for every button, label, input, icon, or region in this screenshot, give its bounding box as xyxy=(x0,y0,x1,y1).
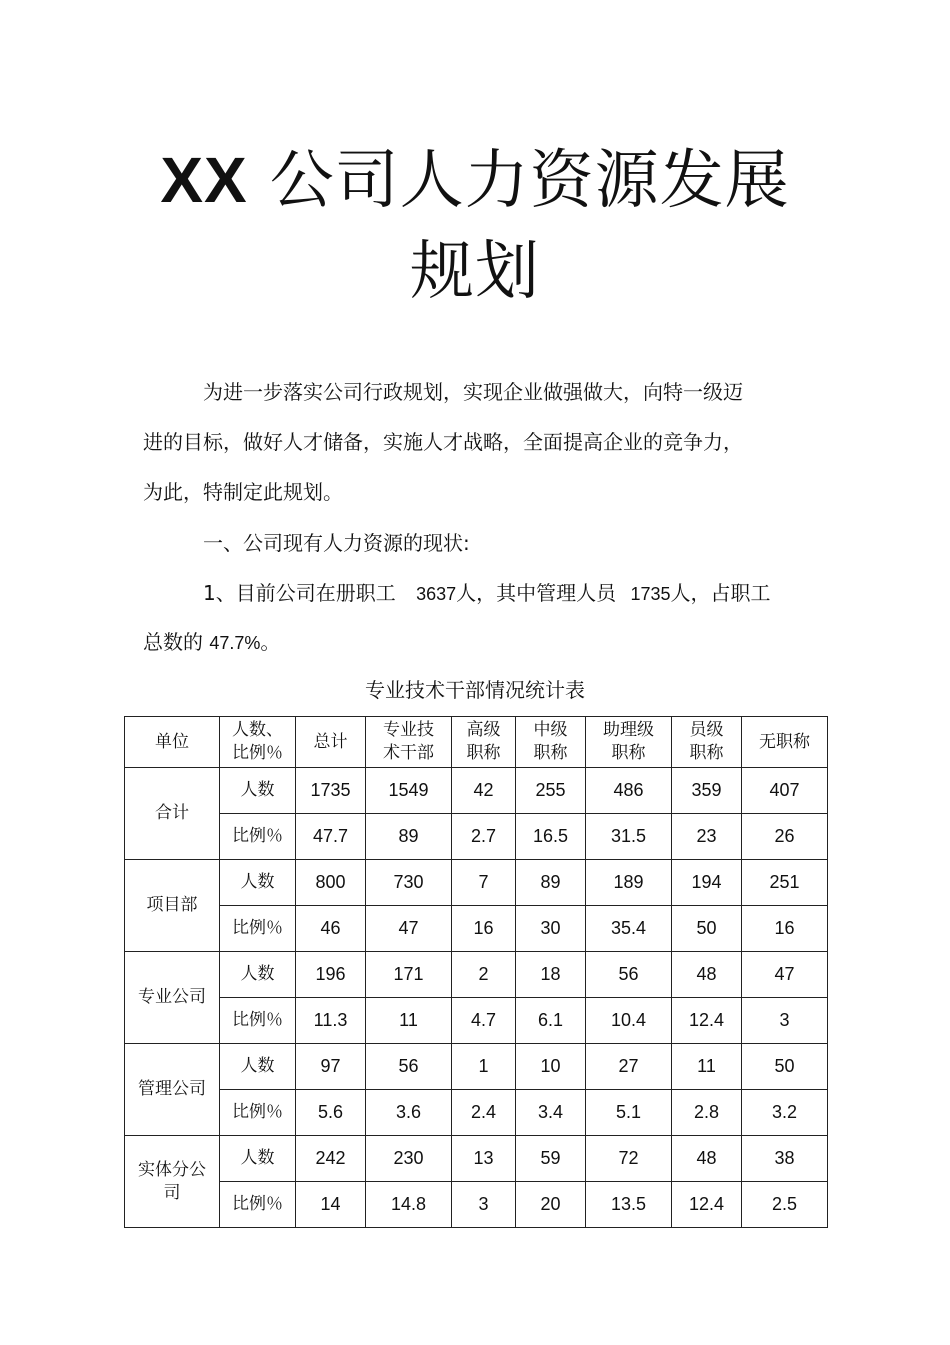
count-label-cell: 人数 xyxy=(220,860,296,906)
count-value-cell: 730 xyxy=(366,860,452,906)
ratio-value-cell: 11.3 xyxy=(296,998,366,1044)
ratio-value-cell: 4.7 xyxy=(452,998,516,1044)
ratio-value-cell: 16.5 xyxy=(516,814,586,860)
ratio-value-cell: 10.4 xyxy=(586,998,672,1044)
table-row xyxy=(125,952,828,998)
count-value-cell: 89 xyxy=(516,860,586,906)
header-mid-title: 中级 职称 xyxy=(516,717,586,768)
management-ratio: 47.7% xyxy=(209,633,261,653)
item-1-text-b: 人，其中管理人员 xyxy=(456,581,617,605)
ratio-value-cell: 30 xyxy=(516,906,586,952)
count-value-cell: 59 xyxy=(516,1136,586,1182)
header-tech-staff: 专业技 术干部 xyxy=(366,717,452,768)
count-label-cell: 人数 xyxy=(220,768,296,814)
intro-line-1: 为进一步落实公司行政规划，实现企业做强做大，向特一级迈 xyxy=(203,380,743,404)
count-value-cell: 50 xyxy=(742,1044,828,1090)
header-senior-title: 高级 职称 xyxy=(452,717,516,768)
table-header-row xyxy=(125,717,828,768)
header-total: 总计 xyxy=(296,717,366,768)
count-value-cell: 97 xyxy=(296,1044,366,1090)
count-value-cell: 56 xyxy=(366,1044,452,1090)
count-value-cell: 251 xyxy=(742,860,828,906)
count-value-cell: 10 xyxy=(516,1044,586,1090)
ratio-label-cell: 比例％ xyxy=(220,1182,296,1228)
count-value-cell: 1549 xyxy=(366,768,452,814)
document-title-line2: 规划 xyxy=(410,235,540,309)
count-value-cell: 38 xyxy=(742,1136,828,1182)
ratio-value-cell: 31.5 xyxy=(586,814,672,860)
ratio-value-cell: 26 xyxy=(742,814,828,860)
count-label-cell: 人数 xyxy=(220,1136,296,1182)
ratio-label-cell: 比例％ xyxy=(220,906,296,952)
item-1-text-d: 总数的 xyxy=(143,630,203,654)
header-staff-title: 员级 职称 xyxy=(672,717,742,768)
title-prefix: XX xyxy=(160,144,248,216)
count-value-cell: 171 xyxy=(366,952,452,998)
ratio-value-cell: 16 xyxy=(742,906,828,952)
header-no-title: 无职称 xyxy=(742,717,828,768)
table-row xyxy=(125,860,828,906)
ratio-value-cell: 11 xyxy=(366,998,452,1044)
header-metric: 人数、 比例％ xyxy=(220,717,296,768)
title-text-line1: 公司人力资源发展 xyxy=(269,144,790,218)
ratio-label-cell: 比例％ xyxy=(220,814,296,860)
table-row xyxy=(125,1044,828,1090)
table-row xyxy=(125,1090,828,1136)
unit-cell: 项目部 xyxy=(125,860,220,952)
item-1-line-2 xyxy=(143,632,280,652)
table-row xyxy=(125,998,828,1044)
management-staff-count: 1735 xyxy=(630,584,671,604)
ratio-value-cell: 47 xyxy=(366,906,452,952)
count-value-cell: 486 xyxy=(586,768,672,814)
table-caption: 专业技术干部情况统计表 xyxy=(365,678,585,702)
count-value-cell: 359 xyxy=(672,768,742,814)
table-row xyxy=(125,1136,828,1182)
ratio-value-cell: 3.6 xyxy=(366,1090,452,1136)
ratio-value-cell: 14 xyxy=(296,1182,366,1228)
item-1-line-1 xyxy=(203,583,771,603)
ratio-value-cell: 12.4 xyxy=(672,998,742,1044)
ratio-value-cell: 3 xyxy=(452,1182,516,1228)
ratio-value-cell: 46 xyxy=(296,906,366,952)
count-value-cell: 47 xyxy=(742,952,828,998)
header-assistant-title: 助理级 职称 xyxy=(586,717,672,768)
ratio-value-cell: 89 xyxy=(366,814,452,860)
unit-cell: 合计 xyxy=(125,768,220,860)
ratio-value-cell: 3.2 xyxy=(742,1090,828,1136)
table-row xyxy=(125,1182,828,1228)
count-value-cell: 27 xyxy=(586,1044,672,1090)
count-value-cell: 196 xyxy=(296,952,366,998)
item-1-text-e: 。 xyxy=(260,630,281,654)
ratio-value-cell: 20 xyxy=(516,1182,586,1228)
total-staff-count: 3637 xyxy=(416,584,457,604)
table-row xyxy=(125,906,828,952)
ratio-value-cell: 2.7 xyxy=(452,814,516,860)
count-value-cell: 800 xyxy=(296,860,366,906)
ratio-label-cell: 比例％ xyxy=(220,998,296,1044)
unit-cell: 专业公司 xyxy=(125,952,220,1044)
ratio-value-cell: 50 xyxy=(672,906,742,952)
ratio-value-cell: 5.6 xyxy=(296,1090,366,1136)
header-unit: 单位 xyxy=(125,717,220,768)
count-value-cell: 194 xyxy=(672,860,742,906)
intro-line-2: 进的目标，做好人才储备，实施人才战略，全面提高企业的竞争力， xyxy=(143,430,743,454)
ratio-label-cell: 比例％ xyxy=(220,1090,296,1136)
count-value-cell: 189 xyxy=(586,860,672,906)
item-1-text-c: 人，占职工 xyxy=(670,581,771,605)
ratio-value-cell: 3 xyxy=(742,998,828,1044)
ratio-value-cell: 47.7 xyxy=(296,814,366,860)
count-value-cell: 48 xyxy=(672,1136,742,1182)
count-value-cell: 230 xyxy=(366,1136,452,1182)
count-value-cell: 242 xyxy=(296,1136,366,1182)
table-row xyxy=(125,814,828,860)
table-row xyxy=(125,768,828,814)
ratio-value-cell: 23 xyxy=(672,814,742,860)
count-value-cell: 255 xyxy=(516,768,586,814)
count-value-cell: 7 xyxy=(452,860,516,906)
ratio-value-cell: 5.1 xyxy=(586,1090,672,1136)
section-1-heading: 一、公司现有人力资源的现状: xyxy=(203,531,470,555)
ratio-value-cell: 16 xyxy=(452,906,516,952)
count-value-cell: 13 xyxy=(452,1136,516,1182)
document-title-line1 xyxy=(0,144,950,218)
ratio-value-cell: 3.4 xyxy=(516,1090,586,1136)
count-value-cell: 48 xyxy=(672,952,742,998)
count-value-cell: 1 xyxy=(452,1044,516,1090)
ratio-value-cell: 13.5 xyxy=(586,1182,672,1228)
count-value-cell: 42 xyxy=(452,768,516,814)
ratio-value-cell: 2.8 xyxy=(672,1090,742,1136)
count-value-cell: 1735 xyxy=(296,768,366,814)
ratio-value-cell: 6.1 xyxy=(516,998,586,1044)
ratio-value-cell: 14.8 xyxy=(366,1182,452,1228)
count-value-cell: 2 xyxy=(452,952,516,998)
count-label-cell: 人数 xyxy=(220,1044,296,1090)
ratio-value-cell: 12.4 xyxy=(672,1182,742,1228)
count-value-cell: 11 xyxy=(672,1044,742,1090)
count-value-cell: 72 xyxy=(586,1136,672,1182)
staff-statistics-table xyxy=(124,716,828,1228)
unit-cell: 管理公司 xyxy=(125,1044,220,1136)
count-label-cell: 人数 xyxy=(220,952,296,998)
ratio-value-cell: 2.4 xyxy=(452,1090,516,1136)
ratio-value-cell: 35.4 xyxy=(586,906,672,952)
item-1-text-a: 1、目前公司在册职工 xyxy=(203,581,396,605)
count-value-cell: 56 xyxy=(586,952,672,998)
unit-cell: 实体分公 司 xyxy=(125,1136,220,1228)
ratio-value-cell: 2.5 xyxy=(742,1182,828,1228)
count-value-cell: 407 xyxy=(742,768,828,814)
count-value-cell: 18 xyxy=(516,952,586,998)
intro-line-3: 为此，特制定此规划。 xyxy=(143,480,343,504)
